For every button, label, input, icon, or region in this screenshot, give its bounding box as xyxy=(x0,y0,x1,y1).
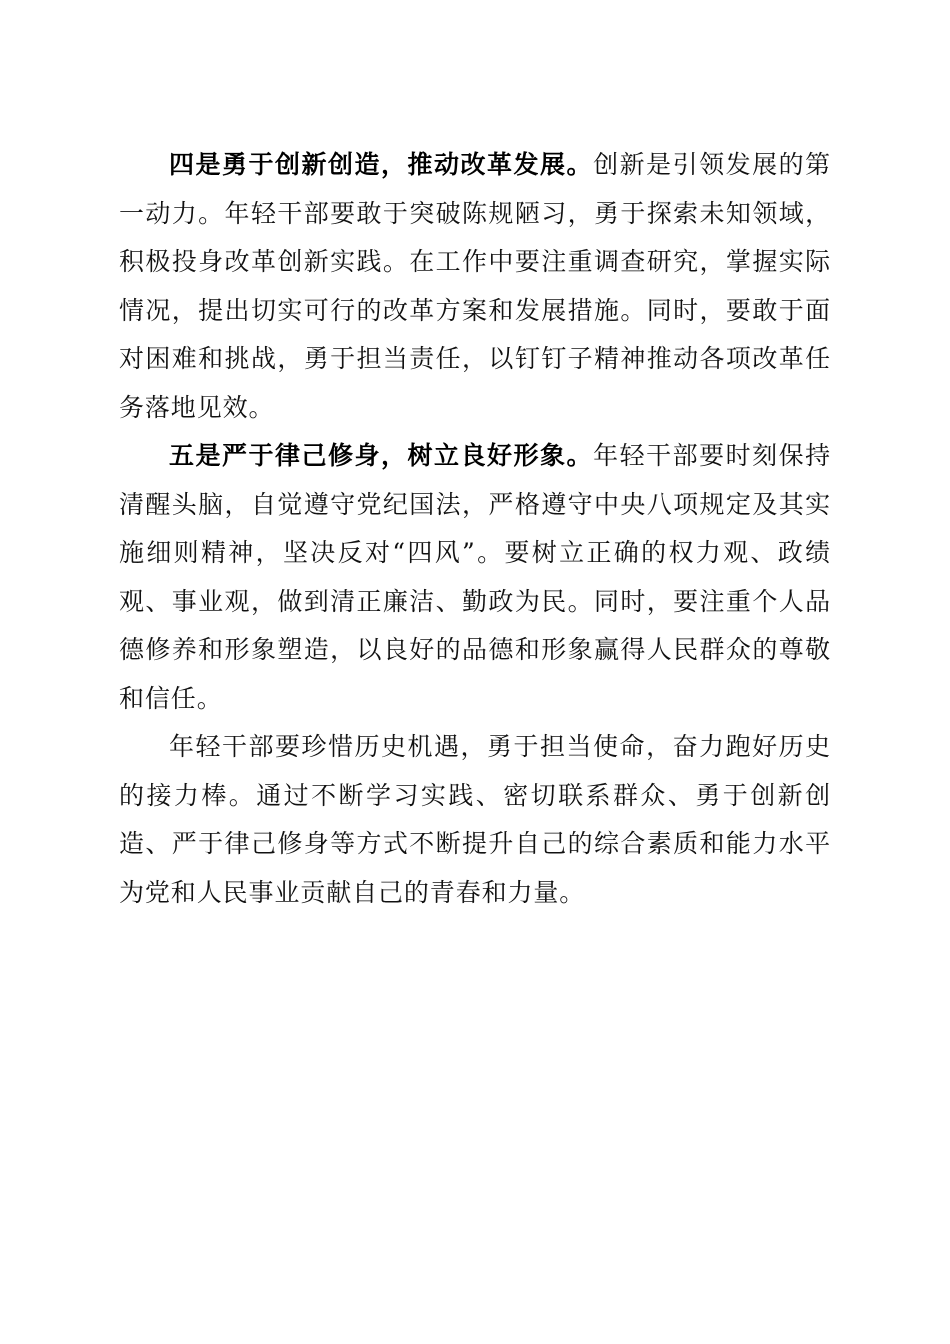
paragraph-innovation xyxy=(119,141,831,432)
paragraph-text: 年轻干部要时刻保持清醒头脑，自觉遵守党纪国法，严格遵守中央八项规定及其实施细则精神，坚决反对“四风”。要树立正确的权力观、政绩观、事业观，做到清正廉洁、勤政为民。同时，要注重个人品德修养和形象塑造，以良好的品德和形象赢得人民群众的尊敬和信任。 xyxy=(119,441,831,713)
paragraph-heading: 四是勇于创新创造，推动改革发展。 xyxy=(169,150,594,179)
paragraph-heading: 五是严于律己修身，树立良好形象。 xyxy=(169,441,594,470)
paragraph-text: 年轻干部要珍惜历史机遇，勇于担当使命，奋力跑好历史的接力棒。通过不断学习实践、密切联系群众、勇于创新创造、严于律己修身等方式不断提升自己的综合素质和能力水平为党和人民事业贡献自己的青春和力量。 xyxy=(119,732,831,907)
paragraph-self-discipline xyxy=(119,432,831,723)
document-body xyxy=(119,141,831,917)
paragraph-text: 创新是引领发展的第一动力。年轻干部要敢于突破陈规陋习，勇于探索未知领域，积极投身改革创新实践。在工作中要注重调查研究，掌握实际情况，提出切实可行的改革方案和发展措施。同时，要敢于面对困难和挑战，勇于担当责任，以钉钉子精神推动各项改革任务落地见效。 xyxy=(119,150,831,422)
paragraph-conclusion xyxy=(119,723,831,917)
